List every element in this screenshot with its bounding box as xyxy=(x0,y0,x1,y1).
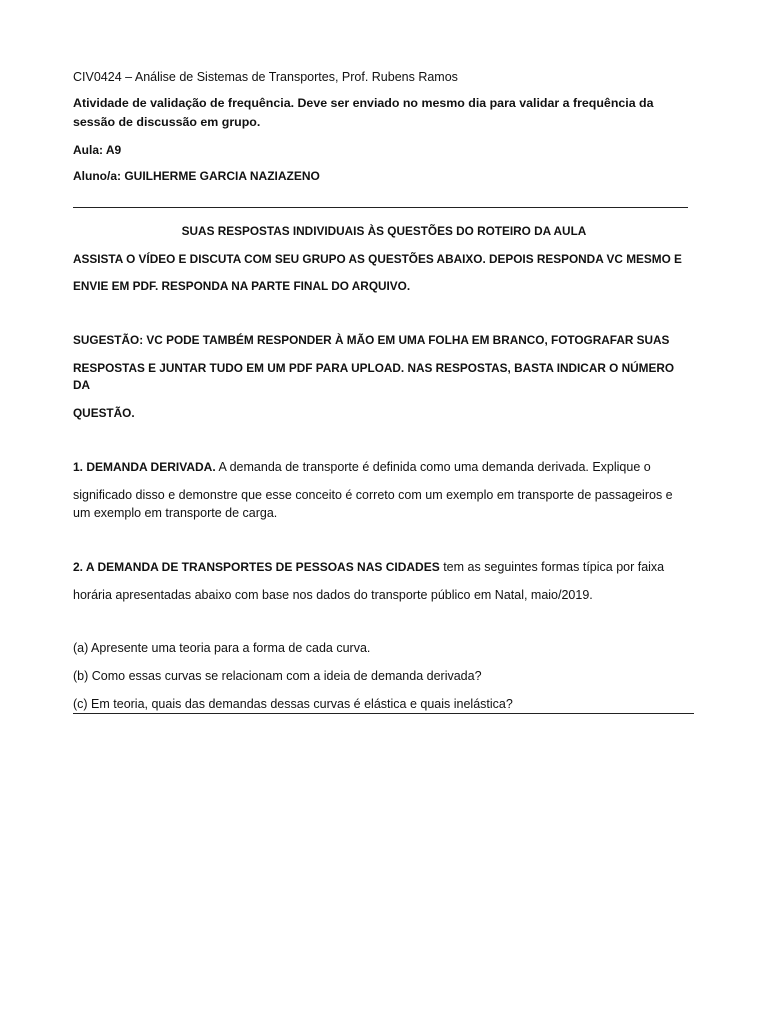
lesson-label: Aula: A9 xyxy=(73,143,122,157)
question-2-item-a: (a) Apresente uma teoria para a forma de cada curva. xyxy=(73,641,371,655)
question-1-text: A demanda de transporte é definida como uma demanda derivada. Explique o xyxy=(218,460,651,474)
course-header: CIV0424 – Análise de Sistemas de Transportes, Prof. Rubens Ramos xyxy=(73,70,458,84)
question-2-line-1 xyxy=(73,559,664,575)
student-name: Aluno/a: GUILHERME GARCIA NAZIAZENO xyxy=(73,169,320,183)
activity-notice-line-2: sessão de discussão em grupo. xyxy=(73,115,261,129)
end-underline xyxy=(73,713,694,714)
question-2-item-c: (c) Em teoria, quais das demandas dessas curvas é elástica e quais inelástica? xyxy=(73,697,513,711)
question-1-line-3: um exemplo em transporte de carga. xyxy=(73,506,278,520)
instructions-line-1: ASSISTA O VÍDEO E DISCUTA COM SEU GRUPO AS QUESTÕES ABAIXO. DEPOIS RESPONDA VC MESMO E xyxy=(73,252,682,266)
suggestion-line-4: QUESTÃO. xyxy=(73,406,135,420)
section-title: SUAS RESPOSTAS INDIVIDUAIS ÀS QUESTÕES DO ROTEIRO DA AULA xyxy=(181,224,587,238)
question-2-title: 2. A DEMANDA DE TRANSPORTES DE PESSOAS NAS CIDADES xyxy=(73,560,440,574)
question-1-line-2: significado disso e demonstre que esse conceito é correto com um exemplo em transporte de passageiros e xyxy=(73,488,673,502)
activity-notice-line-1: Atividade de validação de frequência. Deve ser enviado no mesmo dia para validar a frequência da xyxy=(73,96,654,110)
question-1-line-1 xyxy=(73,459,651,475)
question-2-text: tem as seguintes formas típica por faixa xyxy=(443,560,665,574)
question-2-line-2: horária apresentadas abaixo com base nos dados do transporte público em Natal, maio/2019. xyxy=(73,588,593,602)
suggestion-line-3: DA xyxy=(73,378,91,392)
instructions-line-2: ENVIE EM PDF. RESPONDA NA PARTE FINAL DO ARQUIVO. xyxy=(73,279,411,293)
question-1-title: 1. DEMANDA DERIVADA. xyxy=(73,460,216,474)
suggestion-line-1: SUGESTÃO: VC PODE TAMBÉM RESPONDER À MÃO EM UMA FOLHA EM BRANCO, FOTOGRAFAR SUAS xyxy=(73,333,670,347)
suggestion-line-2: RESPOSTAS E JUNTAR TUDO EM UM PDF PARA UPLOAD. NAS RESPOSTAS, BASTA INDICAR O NÚMERO xyxy=(73,361,675,375)
question-2-item-b: (b) Como essas curvas se relacionam com a ideia de demanda derivada? xyxy=(73,669,482,683)
separator-line xyxy=(73,207,688,208)
